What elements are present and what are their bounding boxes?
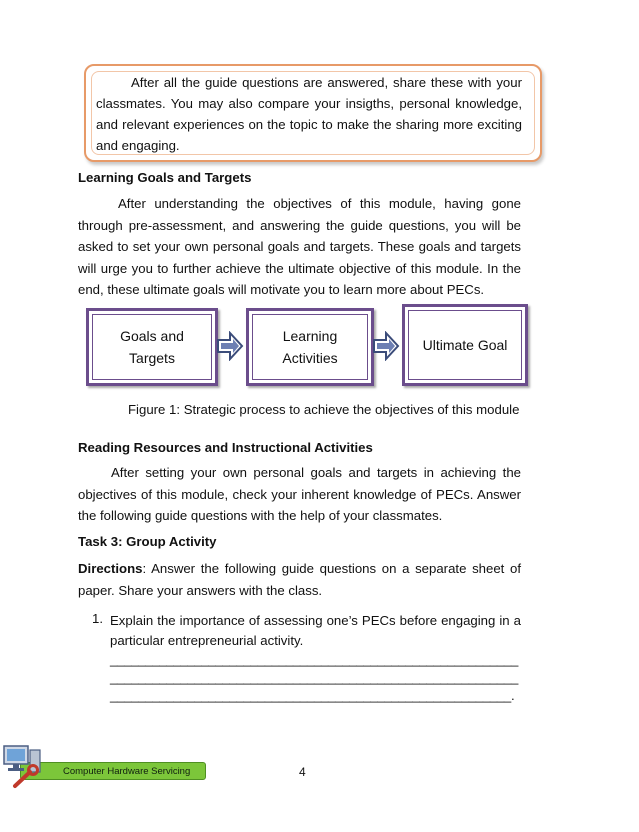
flow-box-goals-line1: Goals and: [120, 328, 184, 344]
wrench-icon: [12, 764, 42, 795]
figure-caption: Figure 1: Strategic process to achieve the objectives of this module: [128, 402, 520, 417]
resources-paragraph: After setting your own personal goals and targets in achieving the objectives of this module, check your inherent knowledge of PECs. Answer the following guide questions with the help of your classmates.: [78, 465, 521, 523]
section-heading-task3: Task 3: Group Activity: [78, 534, 217, 549]
flow-box-ultimate-label: Ultimate Goal: [422, 337, 508, 353]
item-number: 1.: [92, 611, 103, 626]
flow-box-ultimate: [402, 304, 528, 386]
answer-line: _________________________________________________________.: [110, 688, 515, 703]
page-number: 4: [299, 765, 306, 779]
arrow-right-icon: [216, 331, 244, 361]
flow-box-learning: [246, 308, 374, 386]
directions-paragraph: [78, 558, 521, 601]
note-text: [96, 72, 522, 156]
flow-box-goals: [86, 308, 218, 386]
flow-box-learning-line2: Activities: [282, 350, 338, 366]
goals-paragraph: After understanding the objectives of this module, having gone through pre-assessment, and answering the guide questions, you will be asked to set your own personal goals and targets. These goals and targets will urge you to further achieve the ultimate objective of this module. In the end, these ultimate goals will motivate you to learn more about PECs.: [78, 196, 521, 297]
section-heading-resources: Reading Resources and Instructional Activities: [78, 440, 373, 455]
footer-banner: Computer Hardware Servicing: [20, 762, 206, 780]
flow-box-learning-line1: Learning: [282, 328, 338, 344]
section-heading-goals: Learning Goals and Targets: [78, 170, 252, 185]
note-text-body: After all the guide questions are answered, share these with your classmates. You may also compare your insigths, personal knowledge, and relevant experiences on the topic to make the sharing more exciting and engaging.: [96, 75, 522, 153]
arrow-right-icon: [372, 331, 400, 361]
item-text: Explain the importance of assessing one’s PECs before engaging in a particular entrepreneurial activity.: [110, 613, 521, 648]
answer-line: __________________________________________________________: [110, 670, 518, 685]
directions-text: : Answer the following guide questions on a separate sheet of paper. Share your answers with the class.: [78, 561, 521, 598]
answer-line: __________________________________________________________: [110, 652, 518, 667]
directions-label: Directions: [78, 561, 143, 576]
flow-box-goals-line2: Targets: [129, 350, 175, 366]
